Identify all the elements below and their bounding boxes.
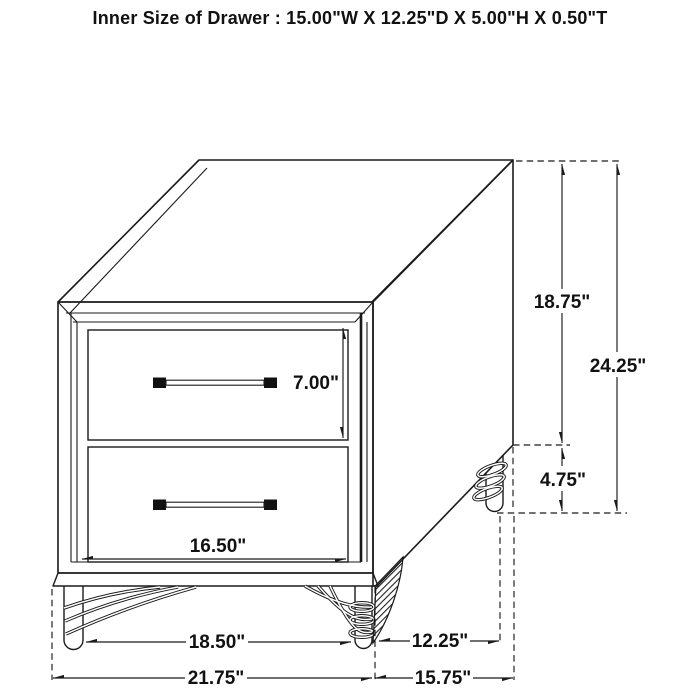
base-fin-bracket <box>373 557 403 643</box>
handle-end-cap <box>264 378 277 389</box>
side-leg-span-label: 12.25" <box>411 631 469 652</box>
drawer-width-label: 16.50" <box>189 536 247 557</box>
drawer-top-handle <box>153 378 277 389</box>
drawer-face-height-label: 7.00" <box>293 373 339 394</box>
front-leg-span-label: 18.50" <box>188 632 246 653</box>
metal-base-decor <box>64 461 508 643</box>
handle-end-cap <box>153 378 166 389</box>
handle-bar <box>166 380 264 385</box>
top-edge-chamfer-line <box>70 168 207 313</box>
cabinet-top-face <box>58 160 513 302</box>
cabinet-right-face <box>373 160 513 586</box>
total-depth-label: 15.75" <box>414 668 472 689</box>
page-title: Inner Size of Drawer : 15.00"W X 12.25"D X 5.00"H X 0.50"T <box>92 8 608 28</box>
cabinet-body <box>53 160 513 586</box>
upper-height-label: 18.75" <box>533 292 591 313</box>
cabinet-plinth <box>53 573 378 586</box>
cabinet-front-face <box>58 302 373 573</box>
handle-end-cap <box>153 500 166 511</box>
handle-bar <box>166 502 264 507</box>
leg-height-label: 4.75" <box>540 470 586 491</box>
total-height-label: 24.25" <box>589 356 647 377</box>
legs <box>64 455 503 650</box>
total-width-label: 21.75" <box>187 668 245 689</box>
drawer-bottom-handle <box>153 500 277 511</box>
dimension-labels <box>188 292 647 689</box>
front-frame-lines <box>58 302 373 562</box>
handle-end-cap <box>264 500 277 511</box>
